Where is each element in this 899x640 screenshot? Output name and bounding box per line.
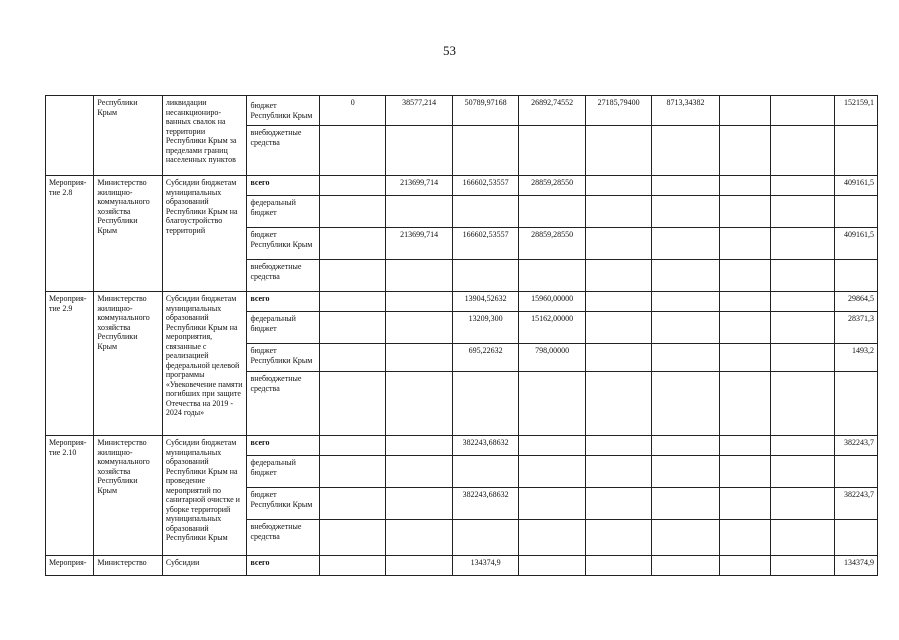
executor-cell: Министерство [94,556,162,576]
value-cell: 213699,714 [386,228,452,260]
value-cell [719,292,770,312]
value-cell [319,436,385,456]
funding-source-cell: всего [247,176,320,196]
funding-source-cell: бюджет Республики Крым [247,488,320,520]
value-cell [652,488,719,520]
value-cell: 798,00000 [519,344,585,372]
value-cell [319,176,385,196]
value-cell [652,196,719,228]
table-row [46,556,878,576]
value-cell [771,488,834,520]
value-cell [771,96,834,126]
value-cell [319,292,385,312]
value-cell [771,196,834,228]
value-cell [319,520,385,556]
table-body [46,96,878,576]
value-cell [519,520,585,556]
value-cell [585,228,651,260]
value-cell: 15960,00000 [519,292,585,312]
value-cell [719,312,770,344]
funding-source-cell: федеральный бюджет [247,456,320,488]
table-row [46,292,878,312]
value-cell [652,176,719,196]
value-cell [585,456,651,488]
value-cell [652,436,719,456]
value-cell [719,196,770,228]
value-cell [771,312,834,344]
description-cell: Субсидии бюджетам муниципальных образований Республики Крым на проведение мероприятий по санитарной очистке и уборке территорий муниципальных образований Республики Крым [162,436,247,556]
page-number: 53 [443,43,456,58]
value-cell [834,372,877,436]
value-cell [652,292,719,312]
value-cell [319,228,385,260]
description-cell: Субсидии бюджетам муниципальных образований Республики Крым на мероприятия, связанные с реализацией федеральной целевой программы «Увековечение памяти погибших при защите Отечества на 2019 - 2024 годы» [162,292,247,436]
value-cell [771,228,834,260]
value-cell [452,520,518,556]
value-cell [585,488,651,520]
value-cell: 29864,5 [834,292,877,312]
value-cell [719,436,770,456]
value-cell [652,456,719,488]
value-cell [834,456,877,488]
value-cell: 28371,3 [834,312,877,344]
funding-source-cell: федеральный бюджет [247,196,320,228]
value-cell [652,126,719,176]
value-cell [652,372,719,436]
value-cell [719,176,770,196]
value-cell [452,126,518,176]
value-cell [519,260,585,292]
funding-source-cell: бюджет Республики Крым [247,96,320,126]
value-cell [719,488,770,520]
funding-source-cell: федеральный бюджет [247,312,320,344]
value-cell [519,456,585,488]
measure-cell: Мероприя-тие 2.9 [46,292,94,436]
value-cell [386,436,452,456]
value-cell: 13209,300 [452,312,518,344]
value-cell [771,372,834,436]
funding-source-cell: внебюджетные средства [247,126,320,176]
executor-cell: Министерство жилищно-коммунального хозяйства Республики Крым [94,436,162,556]
value-cell [585,196,651,228]
value-cell [585,344,651,372]
description-cell: Субсидии бюджетам муниципальных образований Республики Крым на благоустройство территорий [162,176,247,292]
value-cell [771,456,834,488]
value-cell [719,456,770,488]
value-cell [834,126,877,176]
value-cell [319,456,385,488]
value-cell [652,556,719,576]
value-cell [771,520,834,556]
value-cell [585,126,651,176]
value-cell: 166602,53557 [452,176,518,196]
value-cell [652,520,719,556]
value-cell [585,292,651,312]
value-cell [386,556,452,576]
value-cell [719,372,770,436]
funding-source-cell: внебюджетные средства [247,260,320,292]
funding-source-cell: всего [247,556,320,576]
value-cell [585,520,651,556]
funding-source-cell: внебюджетные средства [247,520,320,556]
value-cell [585,260,651,292]
value-cell: 134374,9 [452,556,518,576]
table-row [46,436,878,456]
value-cell: 382243,68632 [452,436,518,456]
value-cell [719,96,770,126]
funding-source-cell: бюджет Республики Крым [247,228,320,260]
value-cell: 38577,214 [386,96,452,126]
value-cell [319,126,385,176]
measure-cell: Мероприя- [46,556,94,576]
value-cell: 26892,74552 [519,96,585,126]
description-cell: Субсидии [162,556,247,576]
value-cell [319,196,385,228]
executor-cell: Министерство жилищно-коммунального хозяйства Республики Крым [94,176,162,292]
value-cell [771,344,834,372]
value-cell [386,344,452,372]
value-cell [585,372,651,436]
value-cell [771,126,834,176]
executor-cell: Министерство жилищно-коммунального хозяйства Республики Крым [94,292,162,436]
value-cell [386,196,452,228]
value-cell [719,260,770,292]
funding-source-cell: внебюджетные средства [247,372,320,436]
value-cell: 409161,5 [834,228,877,260]
value-cell [319,312,385,344]
value-cell [719,228,770,260]
value-cell [719,556,770,576]
value-cell [452,372,518,436]
executor-cell: Республики Крым [94,96,162,176]
value-cell [386,126,452,176]
value-cell [519,556,585,576]
value-cell [452,196,518,228]
value-cell [719,126,770,176]
value-cell [519,126,585,176]
value-cell [319,372,385,436]
value-cell: 134374,9 [834,556,877,576]
value-cell: 695,22632 [452,344,518,372]
value-cell [585,176,651,196]
value-cell [585,436,651,456]
value-cell [386,260,452,292]
value-cell [771,260,834,292]
value-cell [452,260,518,292]
value-cell: 382243,7 [834,488,877,520]
value-cell [386,292,452,312]
value-cell [386,372,452,436]
value-cell [834,520,877,556]
value-cell: 1493,2 [834,344,877,372]
value-cell [386,488,452,520]
value-cell: 382243,68632 [452,488,518,520]
value-cell: 213699,714 [386,176,452,196]
value-cell [585,556,651,576]
budget-table [45,95,878,576]
value-cell: 166602,53557 [452,228,518,260]
value-cell: 8713,34382 [652,96,719,126]
value-cell [719,344,770,372]
value-cell [319,260,385,292]
value-cell: 15162,00000 [519,312,585,344]
value-cell [386,312,452,344]
value-cell: 28859,28550 [519,228,585,260]
value-cell [519,488,585,520]
value-cell: 152159,1 [834,96,877,126]
value-cell: 382243,7 [834,436,877,456]
value-cell [652,344,719,372]
value-cell [452,456,518,488]
value-cell [652,312,719,344]
value-cell [519,372,585,436]
value-cell [719,520,770,556]
funding-source-cell: всего [247,292,320,312]
value-cell [386,456,452,488]
value-cell: 409161,5 [834,176,877,196]
table-row [46,176,878,196]
value-cell [319,556,385,576]
measure-cell: Мероприя-тие 2.10 [46,436,94,556]
value-cell [585,312,651,344]
value-cell [519,436,585,456]
value-cell [519,196,585,228]
value-cell: 13904,52632 [452,292,518,312]
description-cell: ликвидации несанкциониро-ванных свалок на территории Республики Крым за пределами границ населенных пунктов [162,96,247,176]
value-cell [652,228,719,260]
measure-cell [46,96,94,176]
value-cell [834,260,877,292]
value-cell: 0 [319,96,385,126]
value-cell: 28859,28550 [519,176,585,196]
value-cell [771,556,834,576]
table-row [46,96,878,126]
value-cell [771,292,834,312]
funding-source-cell: всего [247,436,320,456]
value-cell [771,436,834,456]
value-cell: 27185,79400 [585,96,651,126]
value-cell [834,196,877,228]
value-cell [386,520,452,556]
measure-cell: Мероприя-тие 2.8 [46,176,94,292]
value-cell [652,260,719,292]
value-cell [319,488,385,520]
value-cell [771,176,834,196]
funding-source-cell: бюджет Республики Крым [247,344,320,372]
value-cell: 50789,97168 [452,96,518,126]
value-cell [319,344,385,372]
